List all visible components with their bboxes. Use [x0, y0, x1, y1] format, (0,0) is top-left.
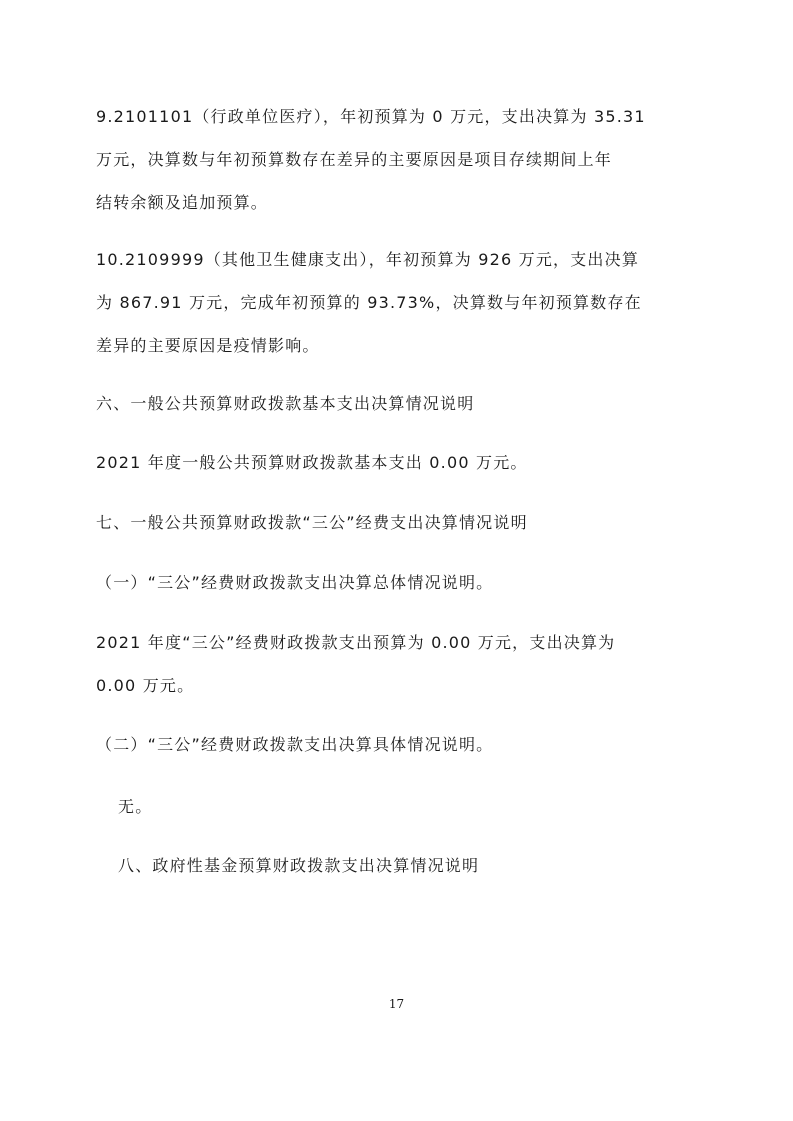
- paragraph-line-item-9-2: 万元，决算数与年初预算数存在差异的主要原因是项目存续期间上年: [96, 150, 613, 169]
- paragraph-line-item-9-3: 结转余额及追加预算。: [96, 193, 269, 212]
- subheading-7-2: （二）“三公”经费财政拨款支出决算具体情况说明。: [96, 735, 494, 754]
- section-heading-6: 六、一般公共预算财政拨款基本支出决算情况说明: [96, 394, 475, 413]
- paragraph-three-public-1: 2021 年度“三公”经费财政拨款支出预算为 0.00 万元，支出决算为: [96, 633, 616, 652]
- paragraph-basic-expenditure: 2021 年度一般公共预算财政拨款基本支出 0.00 万元。: [96, 453, 528, 472]
- paragraph-line-item-10-3: 差异的主要原因是疫情影响。: [96, 336, 320, 355]
- paragraph-three-public-2: 0.00 万元。: [96, 676, 195, 695]
- paragraph-line-item-9-1: 9.2101101（行政单位医疗），年初预算为 0 万元，支出决算为 35.31: [96, 107, 646, 126]
- paragraph-none: 无。: [118, 797, 153, 816]
- subheading-7-1: （一）“三公”经费财政拨款支出决算总体情况说明。: [96, 573, 494, 592]
- page-number: 17: [388, 997, 405, 1011]
- section-heading-8: 八、政府性基金预算财政拨款支出决算情况说明: [118, 856, 480, 875]
- section-heading-7: 七、一般公共预算财政拨款“三公”经费支出决算情况说明: [96, 513, 528, 532]
- paragraph-line-item-10-2: 为 867.91 万元，完成年初预算的 93.73%，决算数与年初预算数存在: [96, 293, 642, 312]
- paragraph-line-item-10-1: 10.2109999（其他卫生健康支出），年初预算为 926 万元，支出决算: [96, 250, 640, 269]
